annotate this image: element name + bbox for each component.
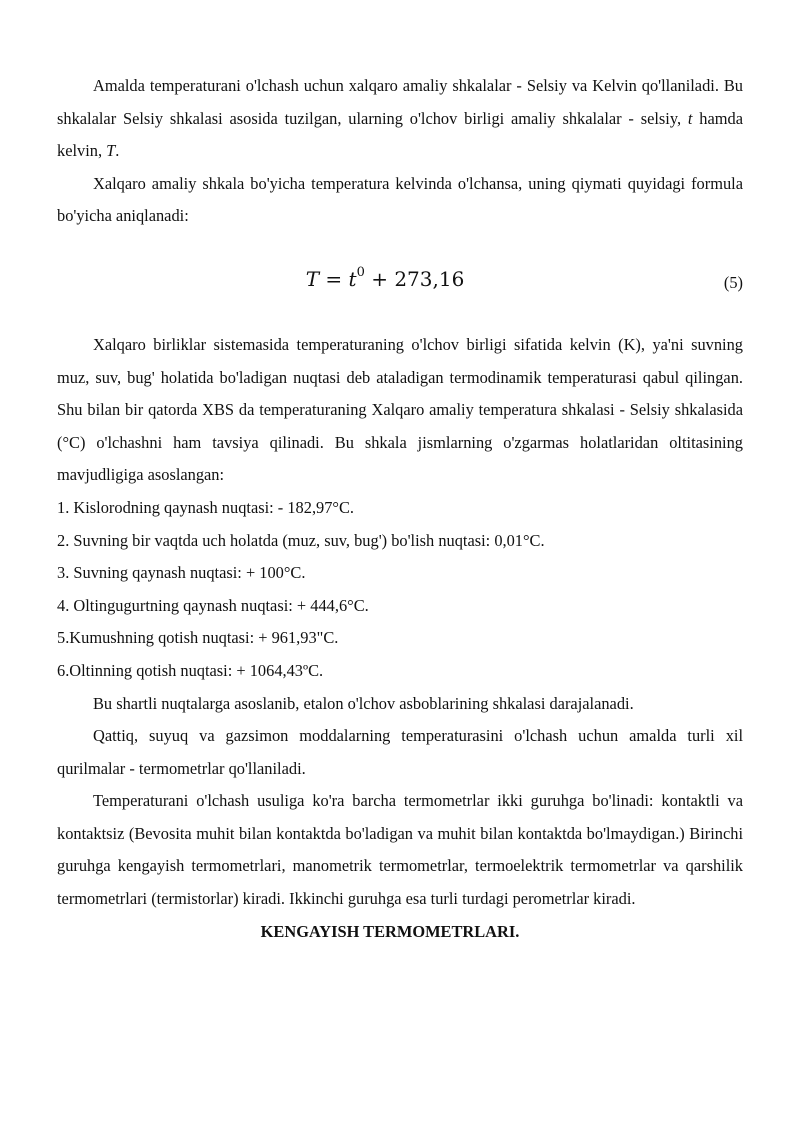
paragraph-text: hamda kelvin, [57,108,743,161]
formula-lhs: T [305,266,320,291]
formula-t: t [348,266,357,291]
formula-block [57,233,743,329]
paragraph-text: Amalda temperaturani o'lchash uchun xalqaro amaliy shkalalar - Selsiy va Kelvin qo'llaniladi. Bu shkalalar Selsiy shkalasi asosida tuzilgan, ularning o'lchov birligi amaliy shkalalar - selsiy, [57,76,743,128]
paragraph-calibration: Bu shartli nuqtalarga asoslanib, etalon o'lchov asboblarining shkalasi darajalanadi. [93,693,634,713]
paragraph-kelvin-formula-intro: Xalqaro amaliy shkala bo'yicha temperatura kelvinda o'lchansa, uning qiymati quyidagi formula bo'yicha aniqlanadi: [57,173,743,226]
formula-superscript: 0 [356,265,365,281]
paragraph-scales-intro [57,70,743,168]
formula [57,265,743,293]
document-page [57,70,743,948]
paragraph-thermometer-groups: Temperaturani o'lchash usuliga ko'ra barcha termometrlar ikki guruhga bo'linadi: kontaktli va kontaktsiz (Bevosita muhit bilan kontaktda bo'ladigan va muhit bilan kontaktda bo'lmaydigan.) Birinchi guruhga kengayish termometrlari, manometrik termometrlar, termoelektrik termometrlar va qarshilik termometrlari (termistorlar) kiradi. Ikkinchi guruhga esa turli turdagi perometrlar kiradi. [57,791,743,909]
paragraph-si-units: Xalqaro birliklar sistemasida temperaturaning o'lchov birligi sifatida kelvin (K), ya'ni suvning muz, suv, bug' holatida bo'ladigan nuqtasi deb ataladigan termodinamik temperaturasi qabul qilingan. Shu bilan bir qatorda XBS da temperaturaning Xalqaro amaliy temperatura shkalasi - Selsiy shkalasida (°C) o'lchashni ham tavsiya qilinadi. Bu shkala jismlarning o'zgarmas holatlaridan oltitasining mavjudligiga asoslangan: [57,334,743,485]
paragraph-text: . [115,141,120,161]
list-item: 4. Oltingugurtning qaynash nuqtasi: + 444,6°C. [57,595,369,615]
list-item: 2. Suvning bir vaqtda uch holatda (muz, suv, bug') bo'lish nuqtasi: 0,01°C. [57,530,545,550]
paragraph-thermometers: Qattiq, suyuq va gazsimon moddalarning temperaturasini o'lchash uchun amalda turli xil qurilmalar - termometrlar qo'llaniladi. [57,726,743,778]
list-item: 3. Suvning qaynash nuqtasi: + 100°C. [57,563,306,583]
fixed-points-list [57,492,743,688]
list-item: 6.Oltinning qotish nuqtasi: + 1064,43ºC. [57,660,324,680]
formula-equals: = [319,266,349,291]
formula-rest: + 273,16 [364,266,465,291]
symbol-T: T [106,141,116,161]
section-heading: KENGAYISH TERMOMETRLARI. [260,921,520,941]
list-item: 1. Kislorodning qaynash nuqtasi: - 182,97°C. [57,497,355,517]
symbol-t: t [687,108,693,128]
list-item: 5.Kumushning qotish nuqtasi: + 961,93"C. [57,628,339,648]
formula-number: (5) [723,272,743,292]
